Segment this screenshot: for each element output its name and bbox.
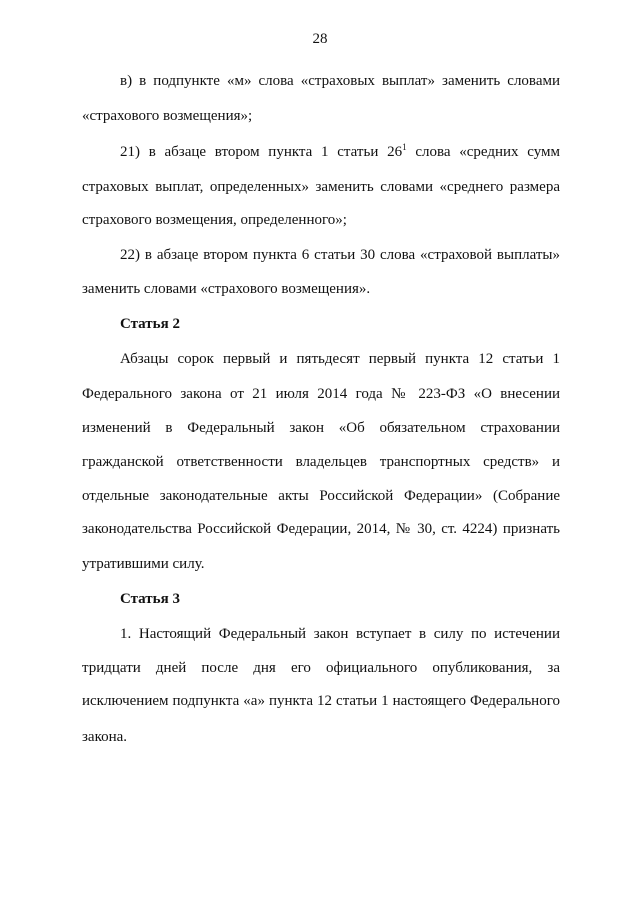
paragraph-line: «страхового возмещения»; bbox=[82, 108, 253, 124]
paragraph-line: страховых выплат, определенных» заменить словами «среднего размера bbox=[82, 179, 560, 195]
text-fragment: 21) в абзаце втором пункта 1 статьи 26 bbox=[120, 144, 403, 160]
article-heading: Статья 3 bbox=[120, 591, 180, 607]
superscript: 1 bbox=[402, 142, 407, 152]
paragraph-line: в) в подпункте «м» слова «страховых выплат» заменить словами bbox=[120, 73, 560, 89]
paragraph-line: 22) в абзаце втором пункта 6 статьи 30 слова «страховой выплаты» bbox=[120, 247, 560, 263]
paragraph-line: Абзацы сорок первый и пятьдесят первый пункта 12 статьи 1 bbox=[120, 351, 560, 367]
paragraph-line: утратившими силу. bbox=[82, 556, 205, 572]
paragraph-line bbox=[120, 143, 560, 161]
paragraph-line: 1. Настоящий Федеральный закон вступает в силу по истечении bbox=[120, 626, 560, 642]
article-heading: Статья 2 bbox=[120, 316, 180, 332]
paragraph-line: отдельные законодательные акты Российской Федерации» (Собрание bbox=[82, 488, 560, 504]
paragraph-line: заменить словами «страхового возмещения». bbox=[82, 281, 371, 297]
paragraph-line: тридцати дней после дня его официального опубликования, за bbox=[82, 660, 560, 676]
paragraph-line: Федерального закона от 21 июля 2014 года № 223-ФЗ «О внесении bbox=[82, 386, 560, 402]
paragraph-line: изменений в Федеральный закон «Об обязательном страховании bbox=[82, 420, 560, 436]
paragraph-line: законодательства Российской Федерации, 2014, № 30, ст. 4224) признать bbox=[82, 521, 560, 537]
page-number: 28 bbox=[312, 31, 328, 47]
paragraph-line: гражданской ответственности владельцев транспортных средств» и bbox=[82, 454, 560, 470]
text-fragment: слова «средних сумм bbox=[406, 144, 560, 160]
paragraph-line: исключением подпункта «а» пункта 12 статьи 1 настоящего Федерального bbox=[82, 693, 560, 709]
paragraph-line: страхового возмещения, определенного»; bbox=[82, 212, 347, 228]
paragraph-line: закона. bbox=[82, 729, 128, 745]
